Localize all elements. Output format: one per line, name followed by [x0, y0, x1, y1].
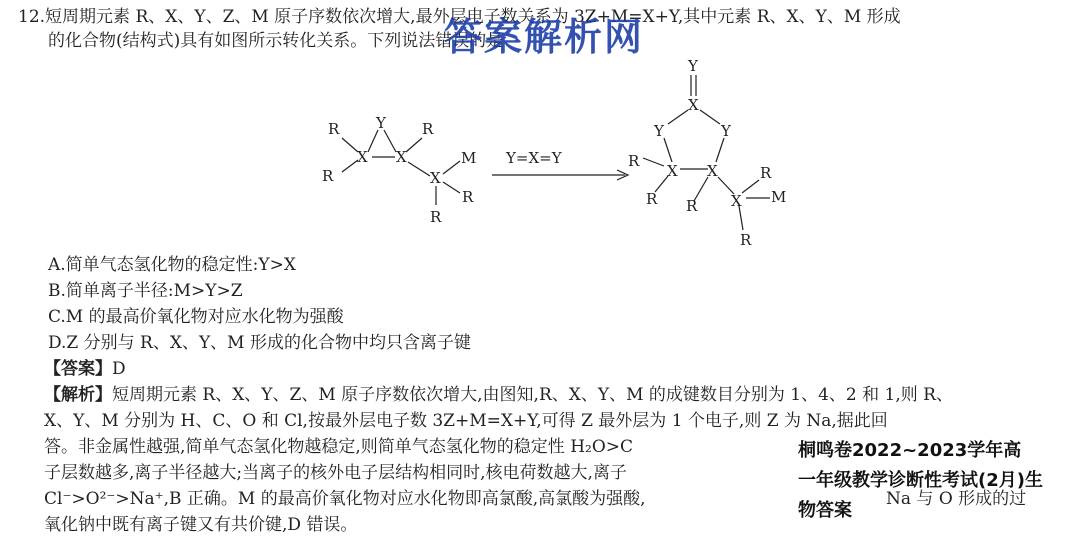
atom-label: M [461, 149, 477, 167]
bond [406, 138, 422, 152]
answer-value: D [112, 359, 126, 379]
bond [443, 161, 460, 174]
bond [664, 138, 672, 162]
bond [700, 110, 720, 124]
atom-label: R [322, 167, 334, 185]
atom-label: X [667, 162, 678, 180]
option-a: A.简单气态氢化物的稳定性:Y>X [48, 255, 296, 275]
atom-labels [322, 57, 786, 249]
atom-label: Y [376, 114, 386, 132]
atom-label: Y [688, 57, 698, 75]
bond [384, 130, 396, 152]
atom-label: R [760, 164, 772, 182]
atom-label: X [731, 192, 742, 210]
answer-label: 【答案】 [44, 359, 112, 379]
option-c: C.M 的最高价氧化物对应水化物为强酸 [48, 307, 344, 327]
atom-label: R [740, 231, 752, 249]
atom-label: R [628, 152, 640, 170]
analysis-line-2: X、Y、M 分别为 H、C、O 和 Cl,按最外层电子数 3Z+M=X+Y,可得 Z 最外层为 1 个电子,则 Z 为 Na,据此回 [44, 411, 888, 431]
watermark-site: 答案解析网 [444, 15, 645, 59]
atom-label: R [646, 190, 658, 208]
atom-label: X [357, 148, 368, 166]
atom-label: R [328, 120, 340, 138]
atom-label: R [430, 208, 442, 226]
atom-label: R [422, 120, 434, 138]
bond [443, 182, 460, 193]
bond [668, 110, 688, 124]
question-line-2: 的化合物(结构式)具有如图所示转化关系。下列说法错误的是 [48, 31, 504, 51]
question-line-1: 12.短周期元素 R、X、Y、Z、M 原子序数依次增大,最外层电子数关系为 3Z+M=X+Y,其中元素 R、X、Y、M 形成 [18, 7, 901, 27]
atom-label: X [430, 169, 441, 187]
option-b: B.简单离子半径:M>Y>Z [48, 281, 243, 301]
watermark-line-2: 一年级教学诊断性考试(2月)生 [798, 470, 1043, 491]
atom-label: R [462, 188, 474, 206]
bond [742, 180, 759, 193]
atom-label: X [707, 162, 718, 180]
bond [342, 160, 358, 172]
bond [342, 138, 358, 152]
watermark-line-3: 物答案 [798, 500, 852, 521]
option-d: D.Z 分别与 R、X、Y、M 形成的化合物中均只含离子键 [48, 333, 471, 353]
atom-label: Y [654, 122, 664, 140]
bond [368, 130, 378, 152]
bond [643, 158, 664, 166]
bond [716, 138, 724, 162]
atom-label: Y [721, 122, 731, 140]
watermark-line-1: 桐鸣卷2022~2023学年高 [798, 440, 1022, 461]
answer-line [44, 358, 126, 380]
analysis-text-1: 短周期元素 R、X、Y、Z、M 原子序数依次增大,由图知,R、X、Y、M 的成键数目分别为 1、4、2 和 1,则 R、 [112, 385, 953, 405]
analysis-line-6: 氧化钠中既有离子键又有共价键,D 错误。 [44, 515, 358, 535]
atom-label: M [771, 188, 787, 206]
watermark-exam-title [798, 436, 1078, 526]
analysis-line-5: Cl⁻>O²⁻>Na⁺,B 正确。M 的最高价氧化物对应水化物即高氯酸,高氯酸为强酸, [44, 489, 646, 509]
bond [408, 162, 430, 176]
analysis-label: 【解析】 [44, 385, 112, 405]
analysis-line-5b: Na 与 O 形成的过 [886, 489, 1027, 509]
analysis-line-1 [44, 384, 953, 406]
atom-label: X [396, 148, 407, 166]
atom-label: R [686, 197, 698, 215]
analysis-line-4: 子层数越多,离子半径越大;当离子的核外电子层结构相同时,核电荷数越大,离子 [44, 463, 627, 483]
atom-label: X [688, 96, 699, 114]
reagent-label: Y=X=Y [506, 149, 562, 167]
analysis-line-3: 答。非金属性越强,简单气态氢化物越稳定,则简单气态氢化物的稳定性 H₂O>C [44, 437, 634, 457]
